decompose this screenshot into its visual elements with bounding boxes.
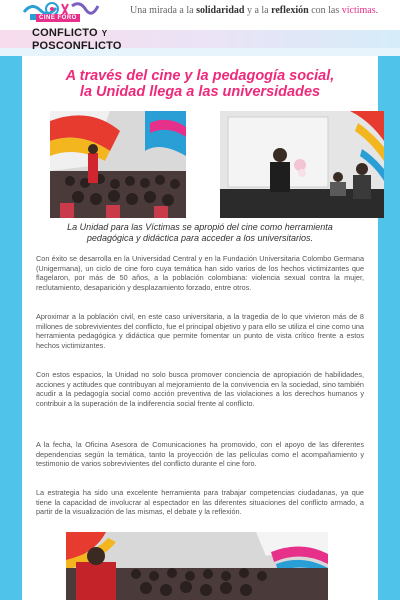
logo-title-line2: POSCONFLICTO: [32, 40, 122, 52]
tagline-part: y a la: [244, 5, 272, 16]
photo-audience-bottom: [66, 532, 328, 600]
article-panel: [22, 56, 378, 600]
tagline: [130, 5, 378, 16]
logo: [22, 0, 132, 56]
header: [0, 0, 400, 56]
paragraph-4: A la fecha, la Oficina Asesora de Comunicaciones ha promovido, con el apoyo de las diferentes dependencias según la temática, tanto la proyección de las películas como el acompañamiento y testimonio de varios sobrevivientes del conflicto durante el cine foro.: [36, 440, 364, 468]
headline: [22, 68, 378, 100]
paragraph-1: Con éxito se desarrolla en la Universidad Central y en la Fundación Universitaria Colombo Germana (Unigermana), un ciclo de cine foro cuya temática han sido varios de los hechos victimizantes que flagelaron, por más de 50 años, a la población colombiana: violencia sexual contra la mujer, reclutamiento, desaparición y desplazamiento forzado, entre otros.: [36, 254, 364, 292]
logo-badge: CINE FORO: [36, 14, 80, 22]
caption-line1: La Unidad para las Víctimas se apropió del cine como herramienta: [67, 222, 333, 232]
logo-word-y: Y: [101, 29, 108, 38]
tagline-part: Una mirada a la: [130, 5, 197, 16]
caption-line2: pedagógica y didáctica para acceder a los universitarios.: [86, 233, 314, 243]
paragraph-2: Aproximar a la población civil, en este caso universitaria, a la tragedia de lo que vivieron más de 8 millones de sobrevivientes del conflicto, fue el principal objetivo y para ello se utiliza el cine como una herramienta pedagógica y didáctica que permite fomentar un punto de vista crítico frente a estos hechos victimizantes.: [36, 312, 364, 350]
logo-word-conflicto: CONFLICTO: [32, 27, 98, 39]
tagline-part: .: [375, 5, 379, 16]
photo-caption: [30, 222, 370, 244]
headline-line1: A través del cine y la pedagogía social,: [65, 68, 335, 84]
headline-line2: la Unidad llega a las universidades: [79, 84, 321, 100]
tagline-victimas: víctimas: [341, 5, 376, 16]
paragraph-3: Con estos espacios, la Unidad no solo busca promover conciencia de apropiación de habilidades, acciones y actitudes que contribuyan al mejoramiento de la convivencia en la sociedad, sino también acudir a la pedagogía social como acción preventiva de las violaciones a los derechos humanos y contribuir a la superación de la indiferencia social frente al conflicto.: [36, 370, 364, 408]
paragraph-5: La estrategia ha sido una excelente herramienta para trabajar competencias ciudadanas, ya que tiene la capacidad de involucrar al espectador en las diferentes situaciones del conflicto armado, a partir de la visualización de las mismas, el debate y la reflexión.: [36, 488, 364, 516]
logo-title-line1: [32, 27, 107, 39]
tagline-solidaridad: solidaridad: [196, 5, 245, 16]
photo-auditorium-audience: [50, 111, 186, 218]
tagline-reflexion: reflexión: [271, 5, 309, 16]
tagline-part: con las: [308, 5, 342, 16]
photo-speakers-panel: [220, 111, 384, 218]
